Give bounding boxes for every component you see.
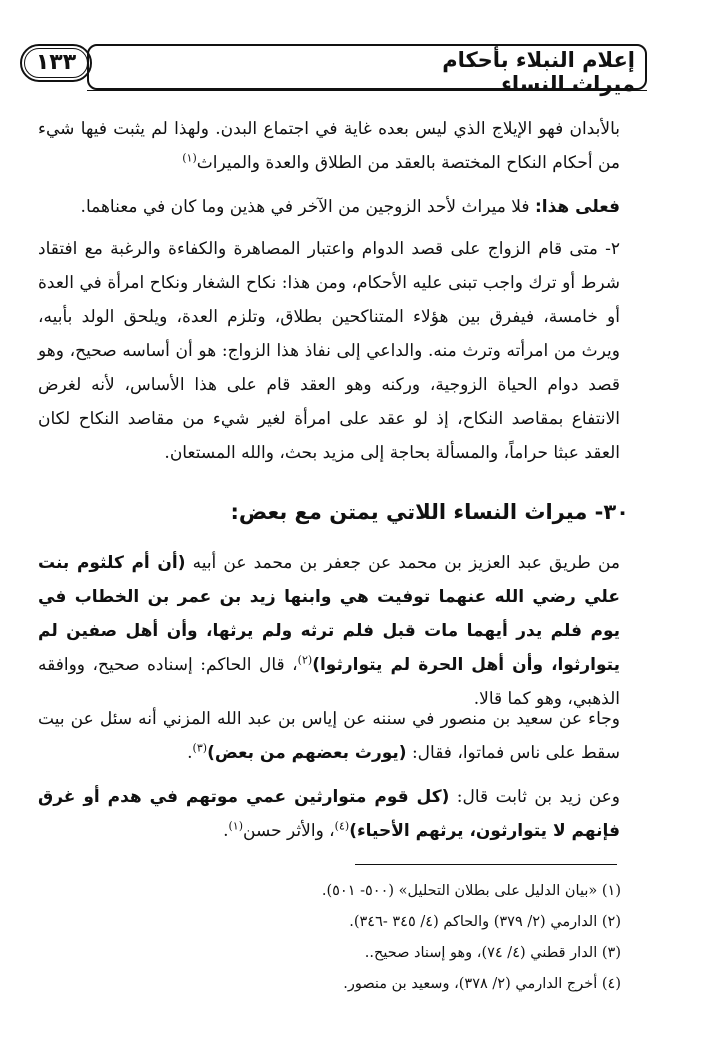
- paragraph-2: [38, 190, 620, 224]
- section-paragraph-3-mid: ، والأثر حسن: [243, 821, 335, 841]
- section-paragraph-2-end: .: [187, 743, 193, 763]
- footnote-1: (١) «بيان الدليل على بطلان التحليل» (٥٠٠- ٥٠١).: [321, 883, 621, 899]
- page-number: ١٣٣: [35, 50, 77, 75]
- footnote-ref-1: (١): [182, 151, 197, 165]
- footnote-ref-2: (٢): [297, 653, 313, 667]
- running-title: إعلام النبلاء بأحكام ميراث النساء: [442, 48, 635, 96]
- footnote-4: (٤) أخرج الدارمي (٢/ ٣٧٨)، وسعيد بن منصور.: [343, 976, 621, 992]
- paragraph-2-lead: فعلى هذا:: [534, 197, 620, 217]
- section-paragraph-1-intro: من طريق عبد العزيز بن محمد عن جعفر بن محمد عن أبيه: [185, 553, 620, 573]
- paragraph-1: [38, 112, 620, 180]
- section-paragraph-2-intro: وجاء عن سعيد بن منصور في سننه عن إياس بن عبد الله المزني أنه سئل عن بيت سقط على ناس فماتوا، فقال:: [38, 709, 620, 763]
- section-paragraph-3-quote: (كل قوم متوارثين عمي موتهم في هدم أو غرق فإنهم لا يتوارثون، يرثهم الأحياء): [38, 787, 620, 841]
- paragraph-2-text: فلا ميراث لأحد الزوجين من الآخر في هذين وما كان في معناهما.: [80, 197, 535, 217]
- section-paragraph-2: [38, 702, 620, 770]
- section-paragraph-2-quote: (يورث بعضهم من بعض): [207, 743, 407, 763]
- section-paragraph-1-quote: (أن أم كلثوم بنت علي رضي الله عنهما توفيت هي وابنها زيد بن عمر بن الخطاب في يوم فلم يدر أيهما مات قبل فلم ترثه ولم يرثها، وأن أهل صفين لم يتوارثوا، وأن أهل الحرة لم يتوارثوا): [38, 553, 620, 675]
- footnote-separator: [355, 864, 617, 865]
- section-paragraph-1-end: ، قال الحاكم: إسناده صحيح، ووافقه الذهبي، وهو كما قالا.: [38, 655, 620, 709]
- paragraph-3: ٢- متى قام الزواج على قصد الدوام واعتبار المصاهرة والكفاءة والرغبة مع افتقاد شرط أو ترك واجب تبنى عليه الأحكام، ومن هذا: نكاح الشغار ونكاح امرأة في العدة أو خامسة، فيفرق بين هؤلاء المتناكحين بطلاق، وتلزم العدة، ويلحق الولد بأبيه، ويرث من امرأته وترث منه. والداعي إلى نفاذ هذا الزواج: هو أن أساسه صحيح، وهو قصد دوام الحياة الزوجية، وركنه وهو العقد قام على هذا الأساس، لأنه لغرض الانتفاع بمقاصد النكاح، إذ لو عقد على امرأة لغير شيء من مقاصد النكاح لكان العقد عبثا حراماً، والمسألة بحاجة إلى مزيد بحث، والله المستعان.: [38, 239, 620, 463]
- footnote-ref-1b: (١): [228, 819, 244, 833]
- footnote-3: (٣) الدار قطني (٤/ ٧٤)، وهو إسناد صحيح..: [364, 945, 621, 961]
- section-paragraph-3-end: .: [223, 821, 229, 841]
- section-paragraph-3-intro: وعن زيد بن ثابت قال:: [449, 787, 620, 807]
- section-heading: ٣٠- ميراث النساء اللاتي يمتن مع بعض:: [230, 500, 629, 524]
- footnote-ref-3: (٣): [192, 741, 208, 755]
- footnote-ref-4: (٤): [334, 819, 350, 833]
- section-paragraph-1: [38, 546, 620, 716]
- footnotes: [61, 876, 621, 1000]
- footnote-2: (٢) الدارمي (٢/ ٣٧٩) والحاكم (٤/ ٣٤٥ -٣٤٦).: [349, 914, 621, 930]
- section-paragraph-3: [38, 780, 620, 848]
- paragraph-1-text: بالأبدان فهو الإيلاج الذي ليس بعده غاية في اجتماع البدن. ولهذا لم يثبت فيها شيء من أحكام النكاح المختصة بالعقد من الطلاق والعدة والميراث: [38, 119, 620, 173]
